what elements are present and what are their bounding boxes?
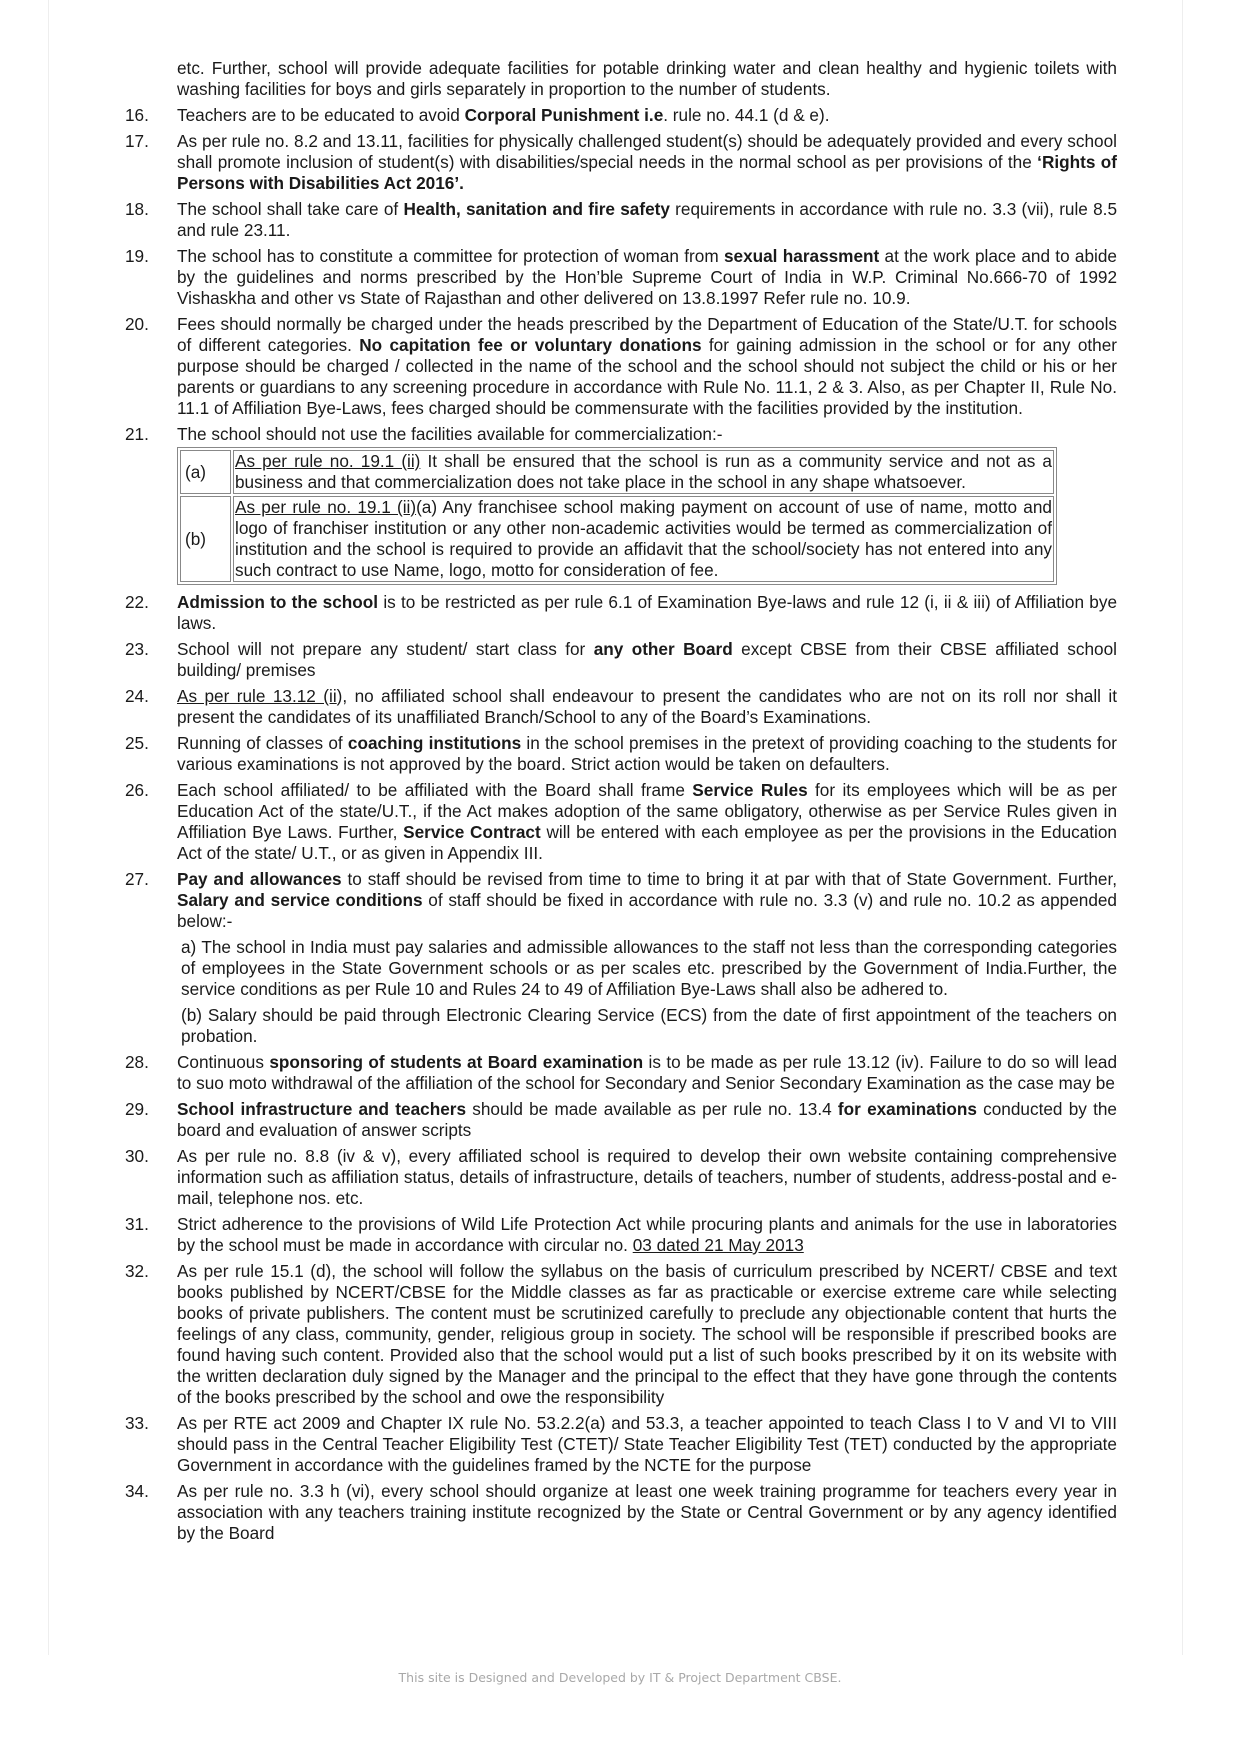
- table-row: (a) As per rule no. 19.1 (ii) It shall be ensured that the school is run as a community service and not as a business and that commercialization does not take place in the school in any shape whatsoever.: [180, 450, 1054, 494]
- circular-link[interactable]: 03 dated 21 May 2013: [632, 1235, 804, 1255]
- list-item: 27. Pay and allowances to staff should be revised from time to time to bring it at par with that of State Government. Further, Salary and service conditions of staff should be fixed in accordance with rule no. 3.3 (v) and rule no. 10.2 as appended below:- a) The school in India must pay salaries and admissible allowances to the staff not less than the corresponding categories of employees in the State Government schools or as per scales etc. prescribed by the Government of India.Further, the service conditions as per Rule 10 and Rules 24 to 49 of Affiliation Bye-Laws shall also be adhered to. (b) Salary should be paid through Electronic Clearing Service (ECS) from the date of first appointment of the teachers on probation.: [125, 869, 1118, 1046]
- page-margin-left: [48, 0, 49, 1660]
- list-item: 28. Continuous sponsoring of students at Board examination is to be made as per rule 13.12 (iv). Failure to do so will lead to suo moto withdrawal of the affiliation of the school for Secondary and Senior Secondary Examination as the case may be: [125, 1052, 1117, 1093]
- list-item: 34. As per rule no. 3.3 h (vi), every school should organize at least one week training programme for teachers every year in association with any teachers training institute recognized by the State or Central Government or by any agency identified by the Board: [125, 1481, 1117, 1543]
- rule-reference-link[interactable]: As per rule 13.12 (ii: [177, 686, 337, 706]
- page-margin-right: [1182, 0, 1183, 1660]
- page-cutoff: [0, 1655, 1240, 1667]
- list-item: 23. School will not prepare any student/ start class for any other Board except CBSE from their CBSE affiliated school building/ premises: [125, 639, 1117, 680]
- salary-paragraph-b: (b) Salary should be paid through Electronic Clearing Service (ECS) from the date of first appointment of the teachers on probation.: [181, 1005, 1117, 1046]
- list-item: 31. Strict adherence to the provisions of Wild Life Protection Act while procuring plants and animals for the use in laboratories by the school must be made in accordance with circular no. 03 dated 21 May 2013: [125, 1214, 1117, 1255]
- list-item: 22. Admission to the school is to be restricted as per rule 6.1 of Examination Bye-laws and rule 12 (i, ii & iii) of Affiliation bye laws.: [125, 592, 1118, 633]
- list-item: 29. School infrastructure and teachers should be made available as per rule no. 13.4 for examinations conducted by the board and evaluation of answer scripts: [125, 1099, 1117, 1140]
- list-item: 19. The school has to constitute a committee for protection of woman from sexual harassment at the work place and to abide by the guidelines and norms prescribed by the Hon’ble Supreme Court of India in W.P. Criminal No.666-70 of 1992 Vishaskha and other vs State of Rajasthan and other delivered on 13.8.1997 Refer rule no. 10.9.: [125, 246, 1117, 308]
- table-row: (b) As per rule no. 19.1 (ii)(a) Any franchisee school making payment on account of use of name, motto and logo of franchiser institution or any other non-academic activities would be termed as commercialization of institution and the school is required to provide an affidavit that the school/society has not entered into any such contract to use Name, logo, motto for consideration of fee.: [180, 496, 1054, 582]
- list-item: 24. As per rule 13.12 (ii), no affiliated school shall endeavour to present the candidates who are not on its roll nor shall it present the candidates of its unaffiliated Branch/School to any of the Board’s Examinations.: [125, 686, 1118, 727]
- rule-reference-link[interactable]: As per rule no. 19.1 (ii): [235, 497, 417, 517]
- commercialization-table: [177, 447, 1057, 585]
- list-item: 30. As per rule no. 8.8 (iv & v), every affiliated school is required to develop their own website containing comprehensive information such as affiliation status, details of infrastructure, details of teachers, number of students, address-postal and e-mail, telephone nos. etc.: [125, 1146, 1117, 1208]
- list-item: 21. The school should not use the facilities available for commercialization:- (a) As per rule no. 19.1 (ii) It shall be ensured that the school is run as a community service and not as a business and that commercialization does not take place in the school in any shape whatsoever. (b) As per rule no. 19.1 (ii)(a) Any franchisee school making payment on account of use of name, motto and logo of franchiser institution or any other non-academic activities would be termed as commercialization of institution and the school is required to provide an affidavit that the school/society has not entered into any such contract to use Name, logo, motto for consideration of fee.: [125, 424, 1117, 587]
- salary-paragraph-a: a) The school in India must pay salaries and admissible allowances to the staff not less than the corresponding categories of employees in the State Government schools or as per scales etc. prescribed by the Government of India.Further, the service conditions as per Rule 10 and Rules 24 to 49 of Affiliation Bye-Laws shall also be adhered to.: [181, 937, 1117, 999]
- list-item: 17. As per rule no. 8.2 and 13.11, facilities for physically challenged student(s) should be adequately provided and every school shall promote inclusion of student(s) with disabilities/special needs in the normal school as per provisions of the ‘Rights of Persons with Disabilities Act 2016’.: [125, 131, 1117, 193]
- list-item: 33. As per RTE act 2009 and Chapter IX rule No. 53.2.2(a) and 53.3, a teacher appointed to teach Class I to V and VI to VIII should pass in the Central Teacher Eligibility Test (CTET)/ State Teacher Eligibility Test (TET) conducted by the appropriate Government in accordance with the guidelines framed by the NCTE for the purpose: [125, 1413, 1117, 1475]
- document-body: [125, 58, 1117, 1549]
- footer-credit: This site is Designed and Developed by IT & Project Department CBSE.: [398, 1670, 842, 1685]
- list-item: 16. Teachers are to be educated to avoid Corporal Punishment i.e. rule no. 44.1 (d & e).: [125, 105, 830, 125]
- list-item: 25. Running of classes of coaching institutions in the school premises in the pretext of providing coaching to the students for various examinations is not approved by the board. Strict action would be taken on defaulters.: [125, 733, 1117, 774]
- list-item: 26. Each school affiliated/ to be affiliated with the Board shall frame Service Rules for its employees which will be as per Education Act of the state/U.T., if the Act makes adoption of the same obligatory, otherwise as per Service Rules given in Affiliation Bye Laws. Further, Service Contract will be entered with each employee as per the provisions in the Education Act of the state/ U.T., or as given in Appendix III.: [125, 780, 1117, 863]
- rule-reference-link[interactable]: As per rule no. 19.1 (ii): [235, 451, 421, 471]
- intro-paragraph: etc. Further, school will provide adequate facilities for potable drinking water and clean healthy and hygienic toilets with washing facilities for boys and girls separately in proportion to the number of students.: [177, 58, 1117, 99]
- list-item: 20. Fees should normally be charged under the heads prescribed by the Department of Education of the State/U.T. for schools of different categories. No capitation fee or voluntary donations for gaining admission in the school or for any other purpose should be charged / collected in the name of the school and the school should not subject the child or his or her parents or guardians to any screening procedure in accordance with Rule No. 11.1, 2 & 3. Also, as per Chapter II, Rule No. 11.1 of Affiliation Bye-Laws, fees charged should be commensurate with the facilities provided by the institution.: [125, 314, 1117, 418]
- list-item: 32. As per rule 15.1 (d), the school will follow the syllabus on the basis of curriculum prescribed by NCERT/ CBSE and text books published by NCERT/CBSE for the Middle classes as far as practicable or exercise extreme care while selecting books of private publishers. The content must be scrutinized carefully to preclude any objectionable content that hurts the feelings of any class, community, gender, religious group in society. The school will be responsible if prescribed books are found having such content. Provided also that the school would put a list of such books prescribed by it on its website with the written declaration duly signed by the Manager and the principal to the effect that they have gone through the contents of the books prescribed by the school and owe the responsibility: [125, 1261, 1117, 1407]
- list-item: 18. The school shall take care of Health, sanitation and fire safety requirements in accordance with rule no. 3.3 (vii), rule 8.5 and rule 23.11.: [125, 199, 1118, 240]
